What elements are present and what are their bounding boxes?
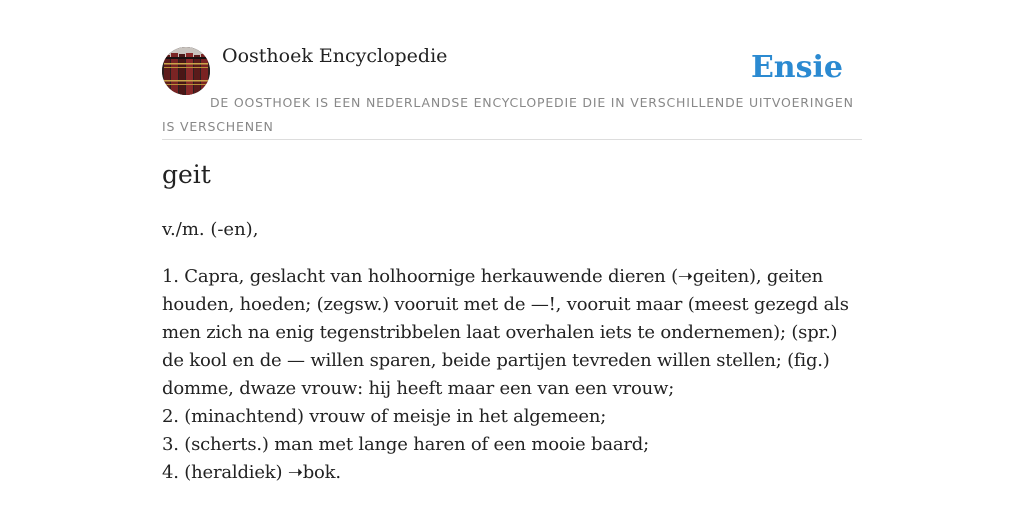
source-description: DE OOSTHOEK IS EEN NEDERLANDSE ENCYCLOPEDIE DIE IN VERSCHILLENDE UITVOERINGEN IS VERSCHENEN — [162, 95, 854, 134]
encyclopedia-books-icon — [162, 47, 210, 95]
source-name[interactable]: Oosthoek Encyclopedie — [222, 45, 448, 67]
entry-grammar: v./m. (-en), — [162, 219, 259, 240]
definition-sense-3: 3. (scherts.) man met lange haren of een mooie baard; — [162, 434, 649, 455]
definition-sense-2: 2. (minachtend) vrouw of meisje in het algemeen; — [162, 406, 607, 427]
xref-link-bok[interactable]: ➝bok — [287, 462, 336, 483]
xref-link-geiten[interactable]: ➝geiten — [677, 266, 749, 287]
definition-sense-1-part-1: 1. Capra, geslacht van holhoornige herkauwende dieren ( — [162, 266, 678, 287]
page — [162, 0, 862, 512]
definition-sense-4-part-1: 4. (heraldiek) — [162, 462, 288, 483]
source-avatar[interactable] — [162, 47, 210, 95]
ensie-logo-link[interactable]: Ensie — [750, 50, 843, 85]
entry-definition — [162, 263, 864, 487]
entry-title: geit — [162, 160, 211, 189]
definition-sense-1-part-2: ), geiten houden, hoeden; (zegsw.) vooruit met de —!, vooruit maar (meest gezegd als men zich na enig tegenstribbelen laat overhalen iets te ondernemen); (spr.) de kool en de — willen sparen, beide partijen tevreden willen stellen; (fig.) domme, dwaze vrouw: hij heeft maar een van een vrouw; — [162, 266, 849, 399]
definition-sense-4-part-2: . — [335, 462, 341, 483]
source-header — [162, 0, 862, 140]
